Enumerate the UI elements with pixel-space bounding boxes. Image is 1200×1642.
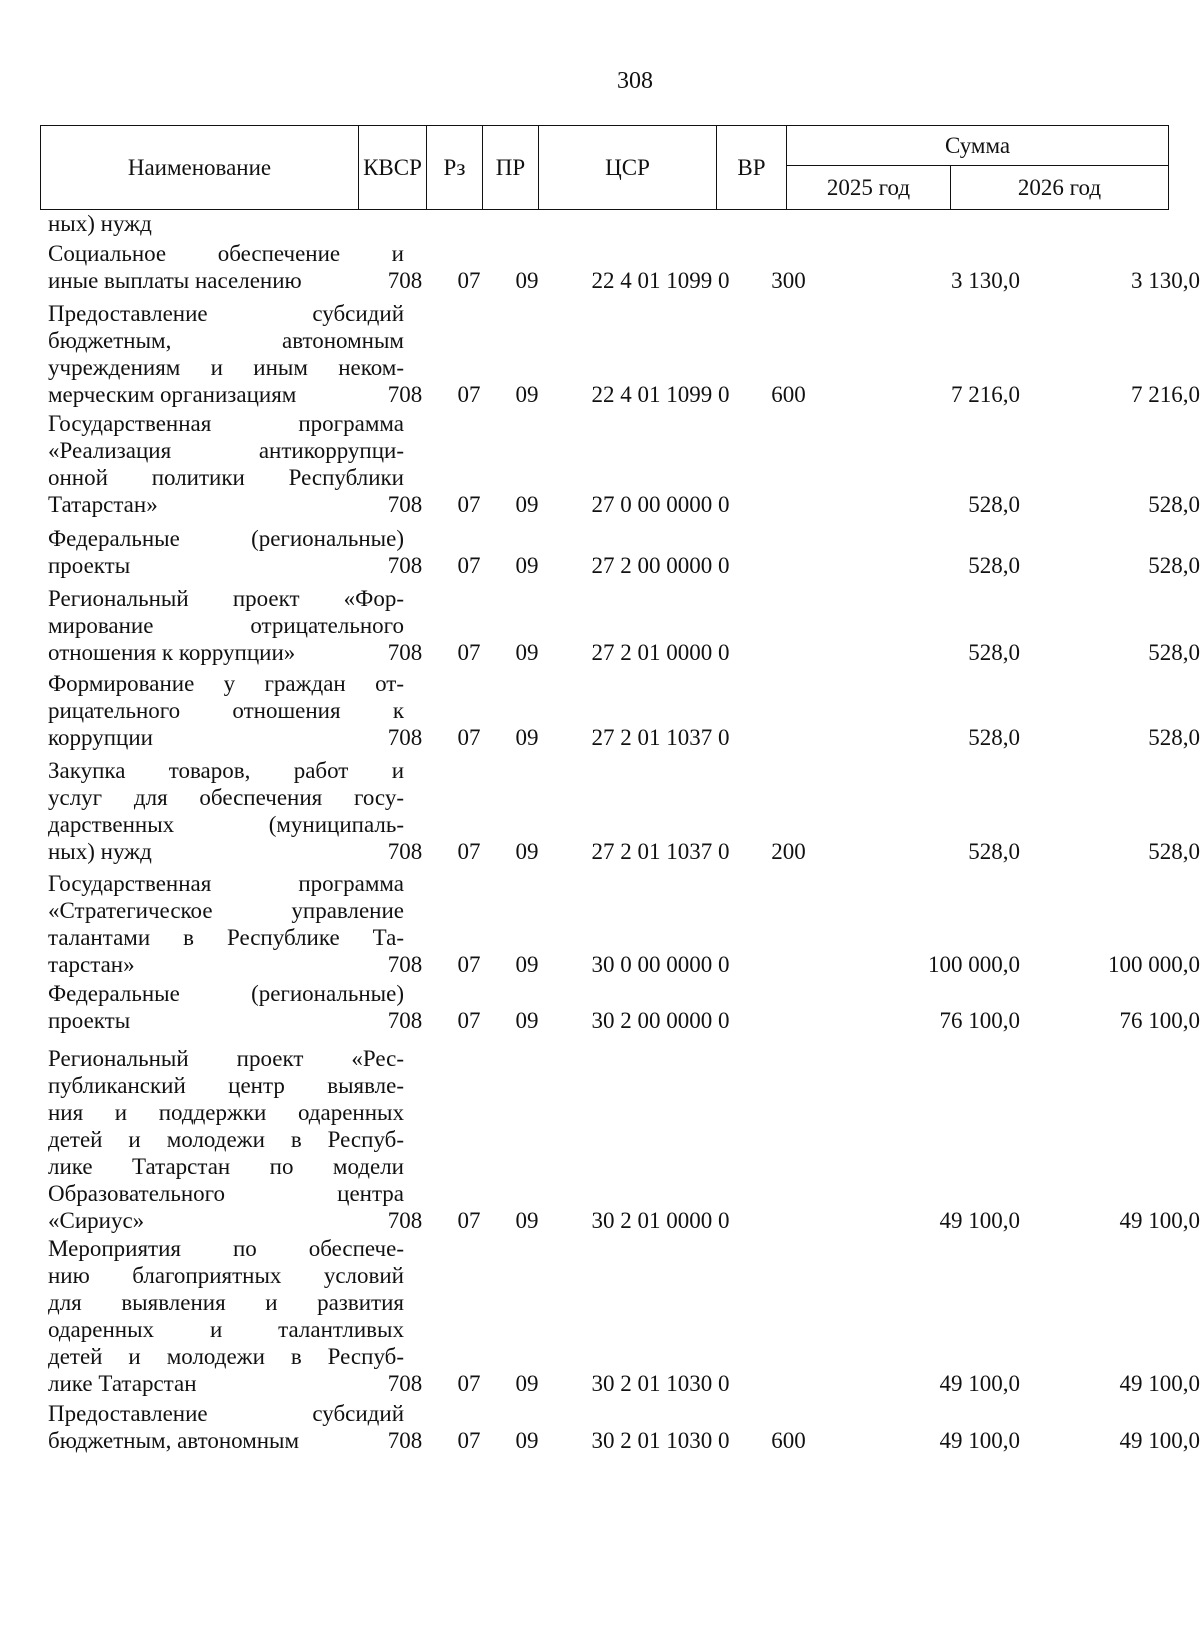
- cell-sum-2026: 7 216,0: [1131, 382, 1200, 407]
- cell-pr: 09: [515, 1008, 539, 1033]
- row-name-line: проекты: [48, 1008, 131, 1033]
- cell-kvsr: 708: [387, 952, 423, 977]
- cell-rz: 07: [457, 725, 481, 750]
- row-name-line: талантами в Республике Та-: [48, 925, 404, 950]
- cell-csr: 30 2 00 0000 0: [591, 1008, 730, 1033]
- cell-csr: 27 0 00 0000 0: [591, 492, 730, 517]
- row-name-line: дарственных (муниципаль-: [48, 812, 404, 837]
- cell-kvsr: 708: [387, 839, 423, 864]
- cell-sum-2025: 49 100,0: [939, 1428, 1020, 1453]
- row-name-line: публиканский центр выявле-: [48, 1073, 404, 1098]
- cell-pr: 09: [515, 553, 539, 578]
- row-name-line: одаренных и талантливых: [48, 1317, 404, 1342]
- row-name-line: нию благоприятных условий: [48, 1263, 404, 1288]
- cell-rz: 07: [457, 1008, 481, 1033]
- cell-csr: 27 2 01 1037 0: [591, 725, 730, 750]
- cell-rz: 07: [457, 640, 481, 665]
- row-name-line: лике Татарстан: [48, 1371, 197, 1396]
- cell-sum-2026: 528,0: [1148, 839, 1200, 864]
- cell-rz: 07: [457, 492, 481, 517]
- cell-rz: 07: [457, 268, 481, 293]
- cell-csr: 30 2 01 1030 0: [591, 1371, 730, 1396]
- cell-sum-2026: 528,0: [1148, 640, 1200, 665]
- row-name-line: Формирование у граждан от-: [48, 671, 404, 696]
- cell-sum-2025: 528,0: [968, 492, 1020, 517]
- row-name-line: учреждениям и иным неком-: [48, 355, 404, 380]
- cell-sum-2025: 528,0: [968, 725, 1020, 750]
- cell-sum-2026: 3 130,0: [1131, 268, 1200, 293]
- cell-vr: 200: [771, 839, 806, 864]
- row-name-line: рицательного отношения к: [48, 698, 404, 723]
- cell-kvsr: 708: [387, 1428, 423, 1453]
- row-name-line: Предоставление субсидий: [48, 1401, 404, 1426]
- table-row: [40, 210, 1168, 237]
- column-header-sum: Сумма: [787, 126, 1169, 166]
- row-name: [48, 585, 404, 666]
- row-name: [48, 210, 404, 237]
- table-row: [40, 240, 1200, 294]
- cell-pr: 09: [515, 725, 539, 750]
- row-name: [48, 670, 404, 751]
- cell-csr: 27 2 01 1037 0: [591, 839, 730, 864]
- row-name-line: тарстан»: [48, 952, 135, 977]
- row-name-line: Государственная программа: [48, 411, 404, 436]
- table-row: [40, 1045, 1200, 1234]
- cell-rz: 07: [457, 1428, 481, 1453]
- cell-csr: 30 2 01 0000 0: [591, 1208, 730, 1233]
- column-header-vr: ВР: [717, 126, 787, 210]
- table-row: [40, 300, 1200, 408]
- cell-kvsr: 708: [387, 725, 423, 750]
- cell-kvsr: 708: [387, 492, 423, 517]
- cell-sum-2026: 528,0: [1148, 725, 1200, 750]
- cell-sum-2025: 76 100,0: [939, 1008, 1020, 1033]
- row-name-line: Федеральные (региональные): [48, 526, 404, 551]
- column-header-kvsr: КВСР: [359, 126, 427, 210]
- cell-sum-2026: 528,0: [1148, 492, 1200, 517]
- cell-vr: 300: [771, 268, 806, 293]
- row-name-line: коррупции: [48, 725, 153, 750]
- row-name-line: мирование отрицательного: [48, 613, 404, 638]
- cell-kvsr: 708: [387, 1208, 423, 1233]
- cell-kvsr: 708: [387, 1008, 423, 1033]
- cell-sum-2025: 49 100,0: [939, 1208, 1020, 1233]
- column-header-2026: 2026 год: [951, 166, 1169, 210]
- cell-vr: 600: [771, 1428, 806, 1453]
- row-name-line: Федеральные (региональные): [48, 981, 404, 1006]
- column-header-rz: Рз: [427, 126, 483, 210]
- row-name-line: Образовательного центра: [48, 1181, 404, 1206]
- row-name: [48, 410, 404, 518]
- cell-csr: 27 2 00 0000 0: [591, 553, 730, 578]
- row-name-line: бюджетным, автономным: [48, 328, 404, 353]
- table-row: [40, 585, 1200, 666]
- cell-pr: 09: [515, 1428, 539, 1453]
- row-name-line: для выявления и развития: [48, 1290, 404, 1315]
- column-header-2025: 2025 год: [787, 166, 951, 210]
- cell-csr: 30 2 01 1030 0: [591, 1428, 730, 1453]
- column-header-csr: ЦСР: [539, 126, 717, 210]
- cell-rz: 07: [457, 1371, 481, 1396]
- table-row: [40, 1235, 1200, 1397]
- row-name: [48, 240, 404, 294]
- row-name: [48, 300, 404, 408]
- cell-pr: 09: [515, 382, 539, 407]
- cell-sum-2026: 100 000,0: [1108, 952, 1200, 977]
- row-name-line: мерческим организациям: [48, 382, 297, 407]
- row-name-line: Региональный проект «Рес-: [48, 1046, 404, 1071]
- row-name-line: иные выплаты населению: [48, 268, 302, 293]
- cell-csr: 30 0 00 0000 0: [591, 952, 730, 977]
- cell-sum-2025: 7 216,0: [951, 382, 1020, 407]
- row-name-line: Мероприятия по обеспече-: [48, 1236, 404, 1261]
- cell-sum-2025: 528,0: [968, 640, 1020, 665]
- column-header-pr: ПР: [483, 126, 539, 210]
- row-name-line: детей и молодежи в Респуб-: [48, 1127, 404, 1152]
- row-name-line: бюджетным, автономным: [48, 1428, 300, 1453]
- cell-pr: 09: [515, 839, 539, 864]
- row-name-line: ния и поддержки одаренных: [48, 1100, 404, 1125]
- table-row: [40, 670, 1200, 751]
- cell-sum-2026: 49 100,0: [1119, 1208, 1200, 1233]
- page-number: 308: [617, 68, 653, 94]
- cell-kvsr: 708: [387, 640, 423, 665]
- cell-rz: 07: [457, 553, 481, 578]
- row-name: [48, 757, 404, 865]
- row-name-line: детей и молодежи в Респуб-: [48, 1344, 404, 1369]
- cell-rz: 07: [457, 952, 481, 977]
- row-name-line: Социальное обеспечение и: [48, 241, 404, 266]
- row-name-line: «Стратегическое управление: [48, 898, 404, 923]
- row-name-line: проекты: [48, 553, 131, 578]
- row-name: [48, 870, 404, 978]
- row-name: [48, 1400, 404, 1454]
- cell-pr: 09: [515, 1208, 539, 1233]
- cell-rz: 07: [457, 839, 481, 864]
- row-name-line: Татарстан»: [48, 492, 158, 517]
- row-name-line: лике Татарстан по модели: [48, 1154, 404, 1179]
- table-row: [40, 410, 1200, 518]
- column-header-name: Наименование: [41, 126, 359, 210]
- table-row: [40, 870, 1200, 978]
- cell-sum-2025: 528,0: [968, 839, 1020, 864]
- row-name-line: ных) нужд: [48, 839, 152, 864]
- table-header: [40, 125, 1169, 210]
- row-name-line: отношения к коррупции»: [48, 640, 296, 665]
- cell-csr: 22 4 01 1099 0: [591, 382, 730, 407]
- row-name-line: онной политики Республики: [48, 465, 404, 490]
- cell-sum-2026: 528,0: [1148, 553, 1200, 578]
- cell-pr: 09: [515, 1371, 539, 1396]
- row-name-line: услуг для обеспечения госу-: [48, 785, 404, 810]
- cell-pr: 09: [515, 640, 539, 665]
- row-name: [48, 1235, 404, 1397]
- cell-csr: 22 4 01 1099 0: [591, 268, 730, 293]
- row-name-line: «Реализация антикоррупци-: [48, 438, 404, 463]
- cell-sum-2026: 49 100,0: [1119, 1428, 1200, 1453]
- cell-rz: 07: [457, 1208, 481, 1233]
- cell-pr: 09: [515, 952, 539, 977]
- cell-sum-2025: 528,0: [968, 553, 1020, 578]
- cell-sum-2025: 100 000,0: [928, 952, 1020, 977]
- row-name-line: Закупка товаров, работ и: [48, 758, 404, 783]
- cell-csr: 27 2 01 0000 0: [591, 640, 730, 665]
- table-row: [40, 980, 1200, 1034]
- row-name: [48, 980, 404, 1034]
- cell-sum-2026: 49 100,0: [1119, 1371, 1200, 1396]
- cell-kvsr: 708: [387, 268, 423, 293]
- row-name-line: Региональный проект «Фор-: [48, 586, 404, 611]
- table-row: [40, 525, 1200, 579]
- cell-kvsr: 708: [387, 1371, 423, 1396]
- table-row: [40, 757, 1200, 865]
- cell-sum-2025: 49 100,0: [939, 1371, 1020, 1396]
- table-row: [40, 1400, 1200, 1454]
- row-name-line: Государственная программа: [48, 871, 404, 896]
- cell-pr: 09: [515, 492, 539, 517]
- row-name-line: ных) нужд: [48, 211, 152, 236]
- row-name-line: Предоставление субсидий: [48, 301, 404, 326]
- row-name: [48, 525, 404, 579]
- row-name: [48, 1045, 404, 1234]
- cell-rz: 07: [457, 382, 481, 407]
- cell-vr: 600: [771, 382, 806, 407]
- cell-sum-2025: 3 130,0: [951, 268, 1020, 293]
- cell-pr: 09: [515, 268, 539, 293]
- cell-kvsr: 708: [387, 382, 423, 407]
- cell-sum-2026: 76 100,0: [1119, 1008, 1200, 1033]
- row-name-line: «Сириус»: [48, 1208, 145, 1233]
- cell-kvsr: 708: [387, 553, 423, 578]
